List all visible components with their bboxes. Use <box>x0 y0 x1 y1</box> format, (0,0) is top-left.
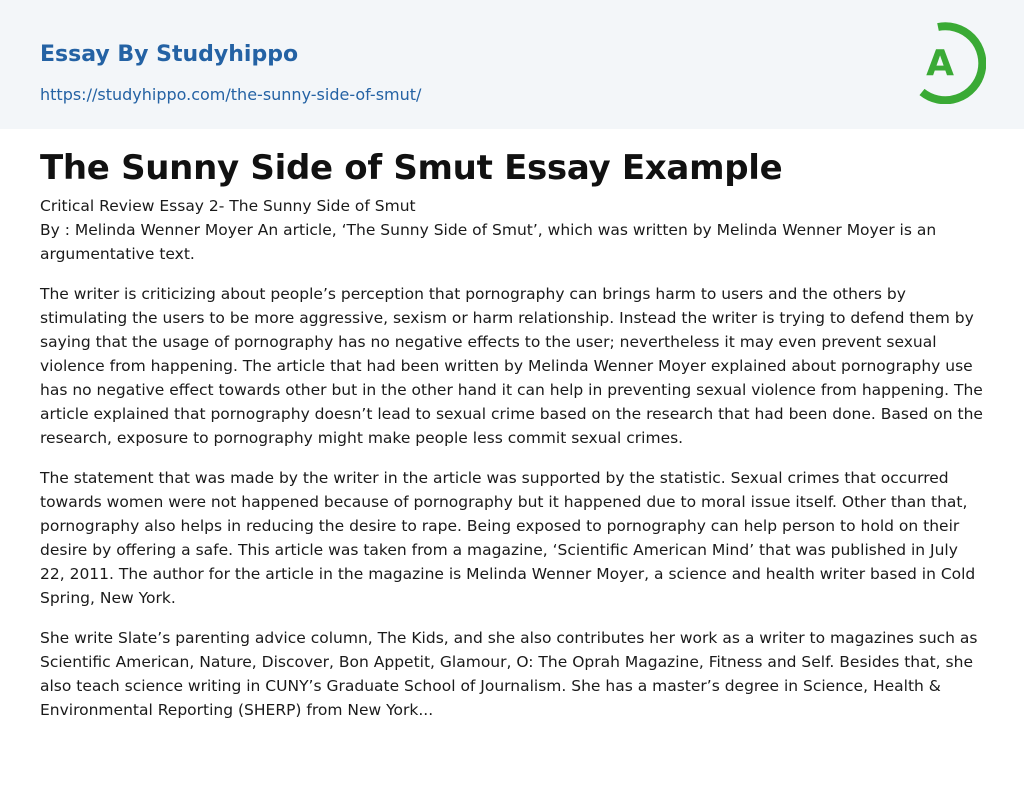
site-header <box>0 0 1024 129</box>
paragraph-1: By : Melinda Wenner Moyer An article, ‘The Sunny Side of Smut’, which was written by Melinda Wenner Moyer is an argumentative text. <box>40 221 937 263</box>
source-url-link[interactable]: https://studyhippo.com/the-sunny-side-of-smut/ <box>40 85 422 104</box>
page-title: The Sunny Side of Smut Essay Example <box>40 148 783 188</box>
article-subtitle: Critical Review Essay 2- The Sunny Side of Smut <box>40 197 416 215</box>
paragraph-2: The writer is criticizing about people’s perception that pornography can brings harm to users and the others by stimulating the users to be more aggressive, sexism or harm relationship. Instead the writer is trying to defend them by saying that the usage of pornography has no negative effects to the user; nevertheless it may even prevent sexual violence from happening. The article that had been written by Melinda Wenner Moyer explained about pornography use has no negative effect towards other but in the other hand it can help in preventing sexual violence from happening. The article explained that pornography doesn’t lead to sexual crime based on the research that had been done. Based on the research, exposure to pornography might make people less commit sexual crimes. <box>40 285 983 447</box>
site-name[interactable]: Essay By Studyhippo <box>40 42 299 67</box>
studyhippo-a-logo-icon[interactable] <box>912 20 986 104</box>
paragraph-4: She write Slate’s parenting advice column, The Kids, and she also contributes her work as a writer to magazines such as Scientific American, Nature, Discover, Bon Appetit, Glamour, O: The Oprah Magazine, Fitness and Self. Besides that, she also teach science writing in CUNY’s Graduate School of Journalism. She has a master’s degree in Science, Health & Environmental Reporting (SHERP) from New York... <box>40 629 978 719</box>
article-body <box>40 194 986 738</box>
paragraph-3: The statement that was made by the writer in the article was supported by the statistic. Sexual crimes that occurred towards women were not happened because of pornography but it happened due to moral issue itself. Other than that, pornography also helps in reducing the desire to rape. Being exposed to pornography can help person to hold on their desire by offering a safe. This article was taken from a magazine, ‘Scientific American Mind’ that was published in July 22, 2011. The author for the article in the magazine is Melinda Wenner Moyer, a science and health writer based in Cold Spring, New York. <box>40 469 976 607</box>
logo-letter: A <box>926 43 954 84</box>
